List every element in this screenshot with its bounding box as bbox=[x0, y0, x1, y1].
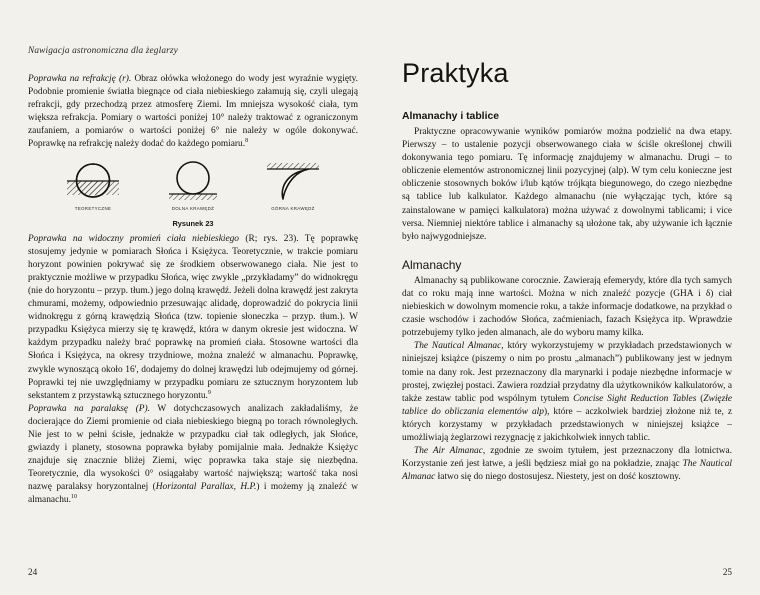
paragraph-almanachy-1: Almanachy są publikowane corocznie. Zawierają efemerydy, które dla tych samych dat co roku mają inne wartości. Można w nich znaleźć pozycje (GHA i δ) ciał niebieskich w dowolnym momencie roku, a także informacje dodatkowe, na przykład o czasie wschodów i zachodów Słońca, zaćmieniach, fazach Księżyca itp. Wprawdzie potrzebujemy tylko jeden almanach, ale do wyboru mamy kilka. bbox=[402, 275, 732, 339]
paragraph-tail-italic: Horizontal Parallax, H.P. bbox=[155, 482, 257, 493]
figure-row bbox=[28, 159, 358, 211]
title-nautical-almanac-2: The Nautical Almanac bbox=[402, 459, 732, 483]
right-page bbox=[380, 0, 760, 595]
paragraph-tail-text: ), które – aczkolwiek bardziej złożone niż te, z których korzystamy w przykładach przedstawionych w niniejszej książce – umożliwiają żeglarzowi rezygnację z jakichkolwiek innych tablic. bbox=[402, 406, 732, 443]
paragraph-text: Obraz ołówka włożonego do wody jest wyraźnie wygięty. Podobnie promienie światła biegnące od ciała niebieskiego załamują się, czyli ulegają refrakcji, gdy przechodzą przez atmosferę Ziemi. Im mniejsza wysokość ciała, tym większa refrakcja. Pomiary o wartości poniżej 10° należy traktować z ograniczonym zaufaniem, a pomiarów o wartości poniżej 6° nie należy w ogóle dokonywać. Poprawkę na refrakcję należy dodać do każdego pomiaru. bbox=[28, 74, 359, 150]
paragraph-promien bbox=[28, 233, 358, 403]
title-nautical-almanac: The Nautical Almanac bbox=[414, 341, 502, 352]
figure-caption: Rysunek 23 bbox=[172, 218, 214, 228]
paragraph-mid-text: ( bbox=[696, 393, 704, 404]
paragraph-air-almanac bbox=[402, 445, 732, 484]
running-head: Nawigacja astronomiczna dla żeglarzy bbox=[28, 46, 178, 56]
paragraph-almanachy-i-tablice-1: Praktyczne opracowywanie wyników pomiarów można podzielić na dwa etapy. Pierwszy – to ustalenie pozycji obserwowanego ciała w ściśle określonej chwili dokonywania tego pomiaru. Tę informację znajdujemy w almanachu. Drugi – to obliczenie elementów astronomicznej linii pozycyjnej (alp). W tym celu konieczne jest obliczenie stosownych boków i/lub kątów trójkąta biegunowego, do czego niezbędne są tablice lub kalkulator. Każdego almanachu (nie wyłączając tych, które są zainstalowane w pamięci kalkulatora) można używać z dowolnymi tablicami; i vice versa. Niemniej niektóre tablice i almanachy są ułożone tak, aby używanie ich łącznie było najwygodniejsze. bbox=[402, 127, 732, 242]
diagram-circle-horizon-through-center bbox=[63, 157, 123, 203]
paragraph-text: , zgodnie ze swoim tytułem, jest przeznaczony dla lotnictwa. Korzystanie zeń jest łatwe, a jeśli będziesz miał go na pokładzie, znając bbox=[402, 446, 733, 470]
paragraph-lead-italic: Poprawka na widoczny promień ciała niebieskiego bbox=[28, 233, 239, 244]
paragraph-text: , który wykorzystujemy w przykładach przedstawionych w niniejszej książce (piszemy o nim po prostu „almanach”) publikowany jest w jednym tomie na dany rok. Jest przeznaczony dla marynarki i podaje niezbędne informacje w prostej, zwięzłej postaci. Zawiera rozdział przydatny dla użytkowników kalkulatorów, a także zestaw tablic pod wspólnym tytułem bbox=[402, 341, 733, 404]
figure-item-gorna-krawedz bbox=[256, 157, 330, 211]
title-air-almanac: The Air Almanac bbox=[414, 446, 483, 457]
paragraph-text: (R; rys. 23). Tę poprawkę stosujemy jedynie w pomiarach Słońca i Księżyca. Teoretycznie, w trakcie pomiaru horyzont powinien pokrywać się ze środkiem obserwowanego ciała. Nie jest to praktycznie możliwe w przypadku Słońca, więc zwykle „przykładamy” do widnokręgu (nie do horyzontu – przyp. tłum.) jego dolną krawędź. Jeżeli dolna krawędź jest zakryta chmurami, możemy, odpowiednio przesuwając alidadę, doprowadzić do pokrycia linii widnokręgu z górną krawędzią Słońca (tzw. topienie słoneczka – przyp. tłum.). W przypadku Księżyca mierzy się tę krawędź, która w danym okresie jest widoczna. W każdym przypadku należy brać poprawkę na promień ciała. Stosowne wartości dla Słońca i Księżyca, na okresy trzydniowe, można znaleźć w almanachu. Poprawkę, zwykle wynoszącą około 16', dodajemy do dolnej krawędzi lub odejmujemy od górnej. Poprawki tej nie uwzględniamy w przypadku pomiaru ze sztucznym horyzontem lub sekstantem z przystawką sztucznego horyzontu. bbox=[28, 233, 358, 401]
paragraph-refrakcja bbox=[28, 73, 358, 152]
paragraph-tail-text: łatwo się do niego dostosujesz. Niestety, jest on dość kosztowny. bbox=[435, 472, 681, 483]
figure-label-dolna-krawedz: DOLNA KRAWĘDŹ bbox=[171, 205, 215, 211]
paragraph-nautical-almanac bbox=[402, 340, 732, 445]
section-heading-almanachy-i-tablice: Almanachy i tablice bbox=[402, 111, 500, 122]
diagram-circle-above-horizon bbox=[163, 157, 223, 203]
title-concise-sight-reduction-tables-pl: Zwięzłe tablice do obliczania elementów alp bbox=[402, 393, 733, 417]
figure-item-teoretyczne bbox=[56, 157, 130, 211]
figure-label-teoretyczne: TEORETYCZNE bbox=[74, 205, 112, 211]
footnote-marker: 10 bbox=[70, 494, 77, 501]
figure-23 bbox=[28, 159, 358, 228]
section-heading-almanachy: Almanachy bbox=[402, 257, 462, 272]
title-concise-sight-reduction-tables: Concise Sight Reduction Tables bbox=[573, 393, 697, 404]
page-number-left: 24 bbox=[28, 567, 38, 577]
page-number-right: 25 bbox=[722, 567, 732, 577]
footnote-marker: 9 bbox=[207, 389, 211, 396]
diagram-crescent-below-horizon bbox=[263, 157, 323, 203]
paragraph-lead-italic: Poprawka na refrakcję (r). bbox=[28, 74, 132, 84]
figure-item-dolna-krawedz bbox=[156, 157, 230, 211]
paragraph-text: W dotychczasowych analizach zakładaliśmy, że docierające do Ziemi promienie od ciała niebieskiego biegną po torach równoległych. Nie jest to w pełni ścisłe, jednakże w przypadku ciał tak odległych, jak Słońce, gwiazdy i planety, stosowna poprawka byłaby pomijalnie mała. Jednakże Księżyc znajduje się znacznie bliżej Ziemi, więc poprawka taka staje się niezbędna. Teoretycznie, dla wysokości 0° osiągałaby wartość największą; wartość taka nosi nazwę paralaksy horyzontalnej ( bbox=[28, 403, 359, 493]
chapter-title: Praktyka bbox=[402, 58, 509, 88]
paragraph-tail-text: ) i możemy ją znaleźć w almanachu. bbox=[28, 482, 358, 506]
figure-label-gorna-krawedz: GÓRNA KRAWĘDŹ bbox=[271, 205, 315, 211]
paragraph-paralaksa bbox=[28, 403, 358, 508]
footnote-marker: 8 bbox=[245, 138, 249, 145]
paragraph-lead-italic: Poprawka na paralaksę (P). bbox=[28, 403, 150, 414]
